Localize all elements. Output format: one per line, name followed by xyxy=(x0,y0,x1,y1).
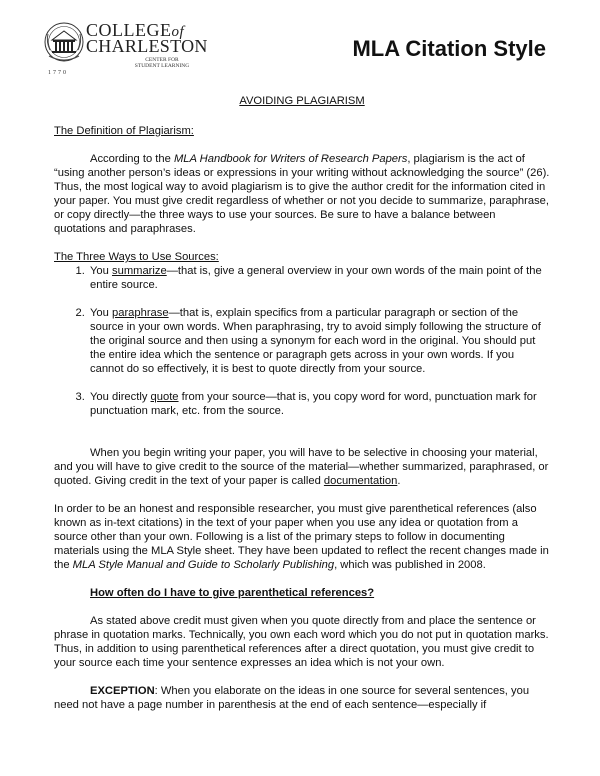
heading-avoiding-plagiarism: AVOIDING PLAGIARISM xyxy=(239,95,365,107)
document-body xyxy=(54,94,550,712)
paragraph-definition: According to the MLA Handbook for Writers of Research Papers, plagiarism is the act of “using another person’s ideas or expressions in your writing without acknowledging the source” (26). Thus, the most logical way to avoid plagiarism is to give the author credit for the information cited in your paper. You must give credit regardless of whether or not you decide to summarize, paraphrase, or copy directly—the three ways to use your sources. Be sure to have a balance between quotations and paraphrases. xyxy=(54,153,550,235)
book-title-handbook: MLA Handbook for Writers of Research Papers xyxy=(173,153,408,165)
college-logo xyxy=(44,20,224,78)
paragraph-begin-writing: When you begin writing your paper, you will have to be selective in choosing your material, and you will have to give credit to the source of the material—whether summarized, paraphrased, or quoted. Giving credit in the text of your paper is called documentation. xyxy=(54,447,549,487)
list-item: 3. You directly quote from your source—that is, you copy word for word, punctuation mark for punctuation mark, etc. from the source. xyxy=(88,390,550,418)
term-quote: quote xyxy=(150,391,179,403)
term-paraphrase: paraphrase xyxy=(112,307,169,319)
list-item: 2. You paraphrase—that is, explain specifics from a particular paragraph or section of the source in your own words. When paraphrasing, try to avoid simply following the structure of the original source and then using a synonym for each word in the original. You should put the entire idea which the sentence or paragraph gets across in your own words. If you cannot do so effectively, it is best to quote directly from your source. xyxy=(88,306,550,376)
logo-year: 1770 xyxy=(48,70,68,76)
building-icon xyxy=(44,20,84,70)
logo-charleston-text: CHARLESTON xyxy=(86,36,208,56)
exception-label: EXCEPTION xyxy=(90,685,155,697)
document-title: MLA Citation Style xyxy=(352,36,546,61)
ways-list xyxy=(54,264,550,418)
paragraph-responsible-researcher: In order to be an honest and responsible researcher, you must give parenthetical references (also known as in-text citations) in the text of your paper when you use any idea or quotation from a source other than your own. Following is a list of the primary steps to follow in documenting materials using the MLA Style sheet. They have been updated to reflect the recent changes made in the MLA Style Manual and Guide to Scholarly Publishing, which was published in 2008. xyxy=(54,503,549,571)
term-documentation: documentation xyxy=(323,475,398,487)
paragraph-as-stated: As stated above credit must given when you quote directly from and place the sentence or phrase in quotation marks. Technically, you own each word which you do not put in quotation marks. Thus, in addition to using parenthetical references after a direct quotation, you must give credit to your source each time your sentence expresses an idea which is not your own. xyxy=(54,615,549,669)
term-summarize: summarize xyxy=(112,265,167,277)
logo-center-text: CENTER FOR STUDENT LEARNING xyxy=(134,57,190,69)
list-item: 1. You summarize—that is, give a general overview in your own words of the main point of the entire source. xyxy=(88,264,550,292)
heading-how-often: How often do I have to give parenthetical references? xyxy=(90,587,375,599)
heading-three-ways: The Three Ways to Use Sources: xyxy=(54,251,219,263)
book-title-style-manual: MLA Style Manual and Guide to Scholarly Publishing xyxy=(72,559,335,571)
logo-college-text: COLLEGEof xyxy=(86,20,185,40)
heading-definition: The Definition of Plagiarism: xyxy=(54,125,194,137)
paragraph-exception: EXCEPTION: When you elaborate on the ideas in one source for several sentences, you need not have a page number in parenthesis at the end of each sentence—especially if xyxy=(54,685,530,711)
